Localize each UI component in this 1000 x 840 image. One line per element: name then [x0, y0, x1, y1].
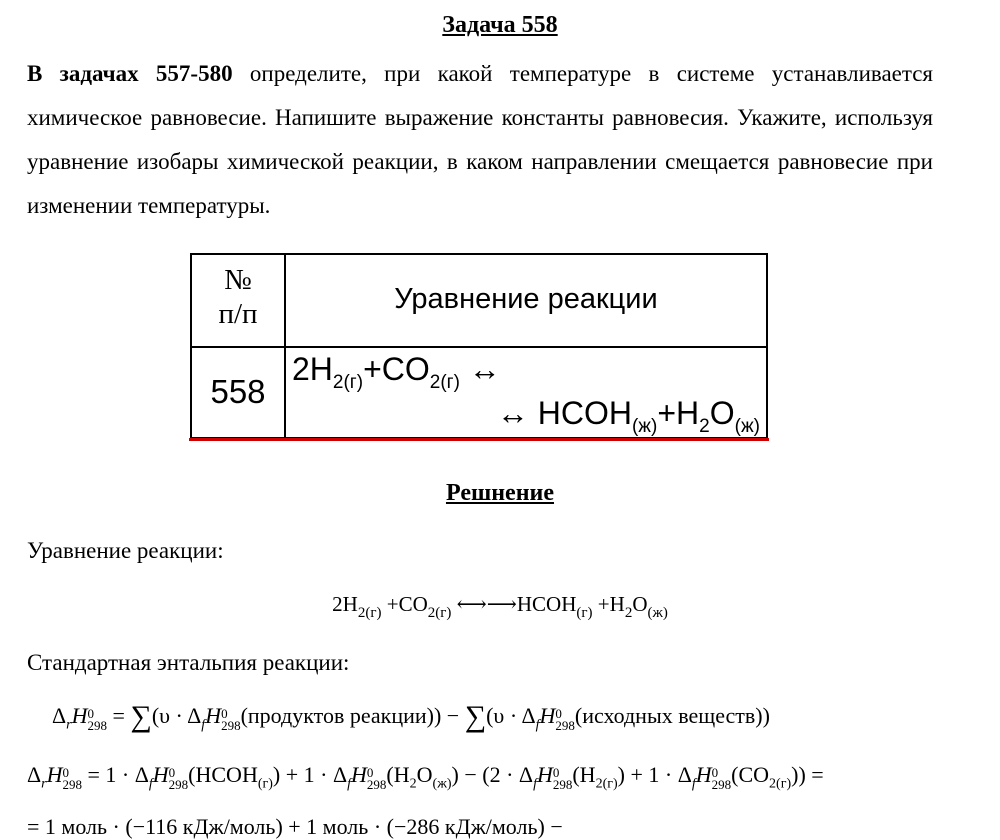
task-description — [27, 52, 933, 228]
table-header-number: № п/п — [218, 264, 258, 330]
red-underline — [189, 438, 769, 441]
reaction-label: Уравнение реакции: — [27, 538, 224, 563]
table-header-equation: Уравнение реакции — [394, 283, 658, 315]
enthalpy-substituted-formula: $\Delta_rH$ 0 298 = $1 \cdot \Delta_fH$ 0 298 $(HCOH_{(г)}) + 1 \cdot \Delta_fH$ 0 298 $(H_2O_{(ж)}) - (2 \cdot \Delta_fH$ 0 298 $(H_{2(г)}) + 1 \cdot \Delta_fH$ 0 298 $(CO_{2(г)})$) = — [27, 762, 824, 792]
reaction-table — [190, 253, 768, 439]
page-title: Задача 558 — [442, 12, 558, 38]
solution-heading: Решнение — [445, 480, 555, 506]
task-range: В задачах 557-580 — [27, 61, 233, 86]
task-text: определите, при какой температуре в системе устанавливается химическое равновесие. Напишите выражение константы равновесия. Укажите, используя уравнение изобары химической реакции, в каком направлении смещается равновесие при изменении температуры. — [27, 61, 933, 218]
enthalpy-label: Стандартная энтальпия реакции: — [27, 650, 350, 675]
table-equation-line2: ↔ $HCOH_{(ж)}+H_2O_{(ж)}$ — [496, 395, 760, 437]
enthalpy-numeric-line: = 1 моль · (−116 кДж/моль) + 1 моль · (−286 кДж/моль) − — [27, 814, 563, 839]
table-equation-line1: $2H_{2(г)}+CO_{2(г)}$ ↔ — [292, 351, 501, 393]
table-row-number: 558 — [210, 373, 266, 410]
enthalpy-general-formula: $\Delta_rH$ 0 298 = $\sum(\upsilon \cdot \Delta_fH$ 0 298 (продуктов реакции)) − $\sum(\upsilon \cdot \Delta_fH$ 0 298 (исходных веществ)) — [52, 700, 770, 733]
reaction-equation: $2H_{2(г)} +CO_{2(г)}$ $⟷⟶HCOH_{(г)} +H_2O_{(ж)}$ — [332, 592, 668, 621]
